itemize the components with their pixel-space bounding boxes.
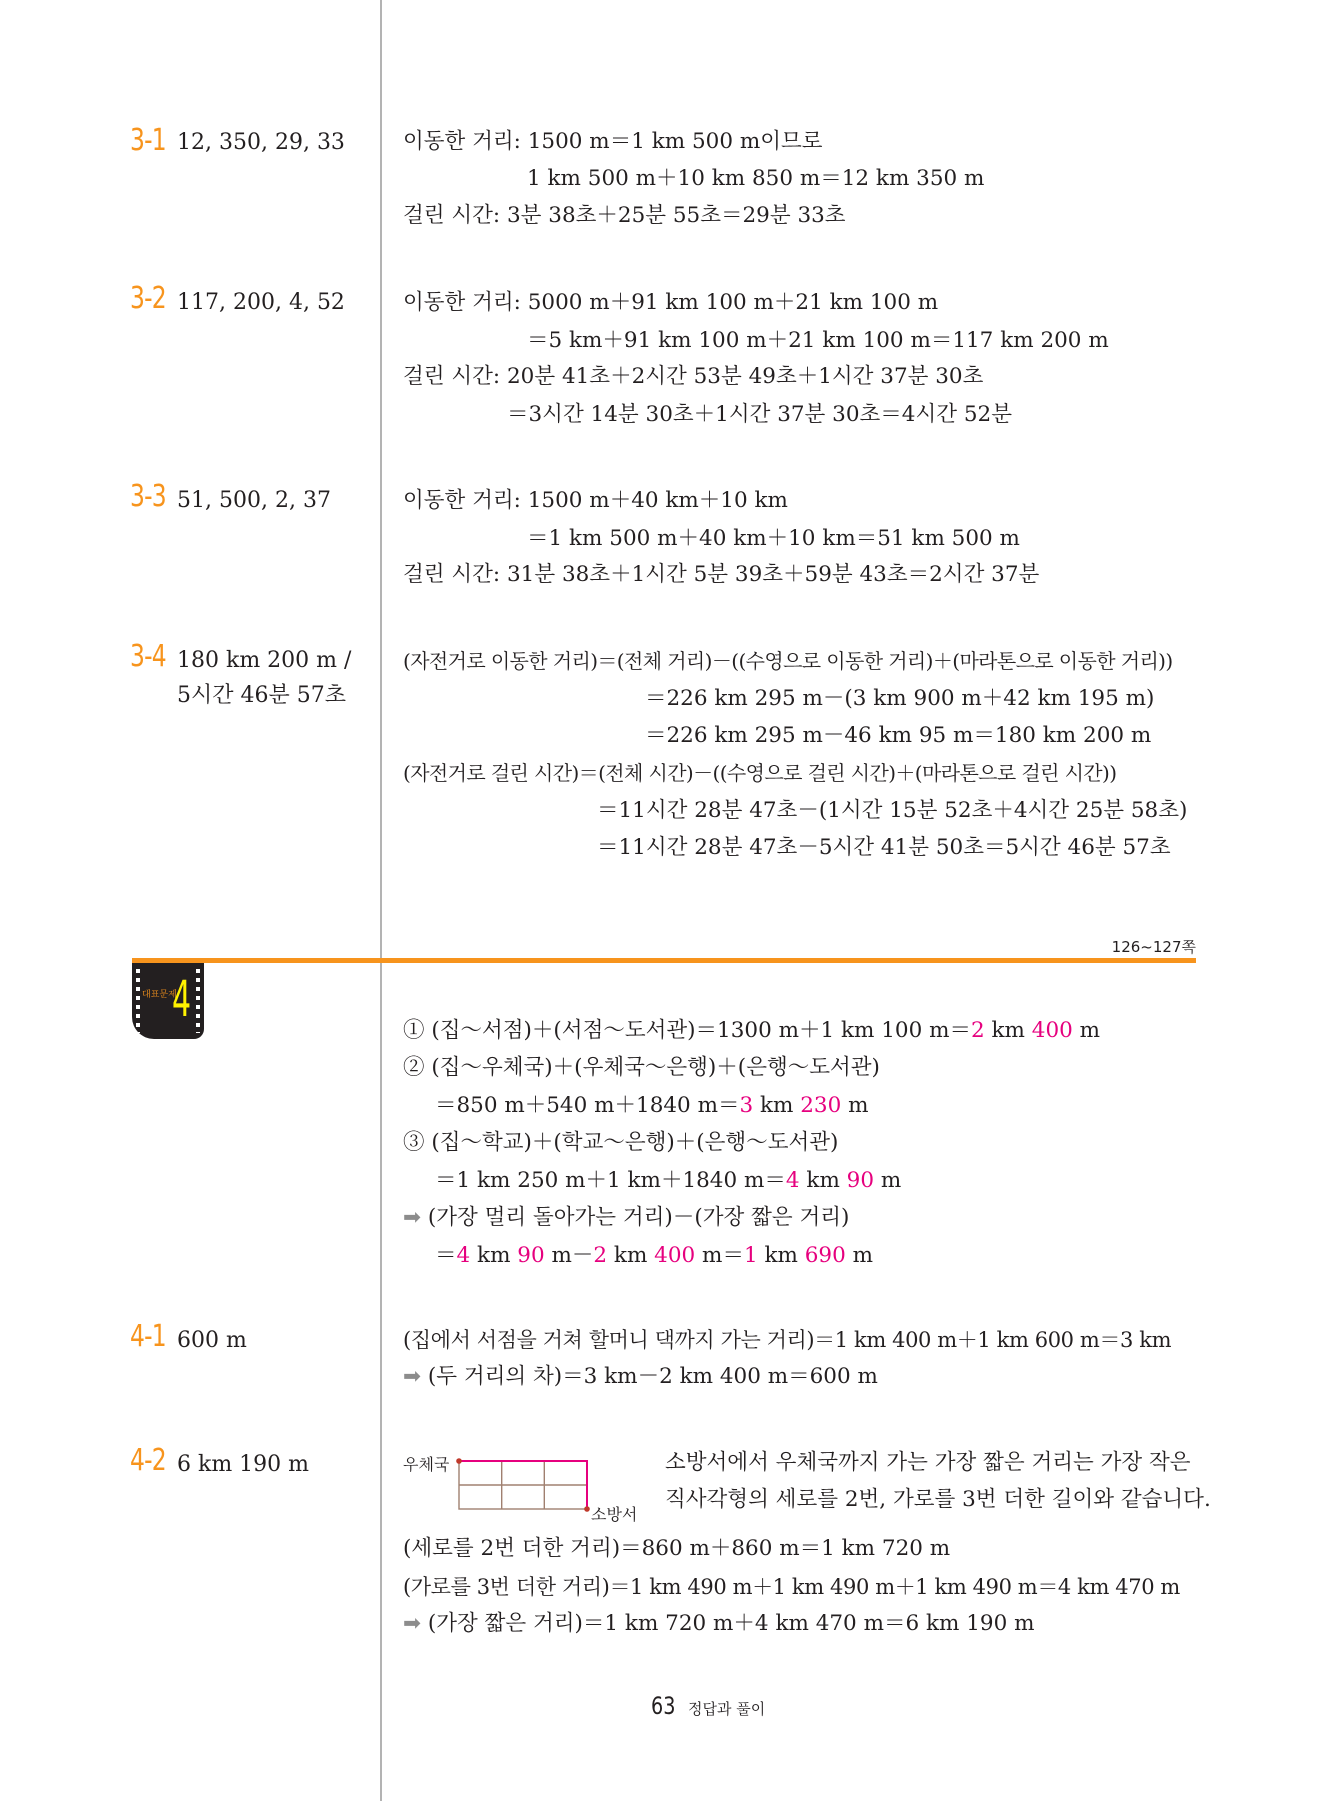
answer-3-4-time: 5시간 46분 57초 — [177, 683, 346, 708]
solution-line: ＝226 km 295 m－46 km 95 m＝180 km 200 m — [645, 723, 1152, 748]
start-point-dot — [456, 1458, 462, 1464]
diagram-label-fire-station: 소방서 — [591, 1505, 638, 1524]
section-divider — [132, 958, 1196, 963]
solution-line: ＝11시간 28분 47초－5시간 41분 50초＝5시간 46분 57초 — [597, 835, 1171, 860]
page-range: 126~127쪽 — [1111, 938, 1196, 956]
answer-4-1: 600 m — [177, 1328, 247, 1353]
solution-line: 걸린 시간: 20분 41초＋2시간 53분 49초＋1시간 37분 30초 — [403, 364, 984, 389]
problem-id-3-3: 3-3 — [130, 479, 166, 514]
solution-line: ＝5 km＋91 km 100 m＋21 km 100 m＝117 km 200 m — [527, 328, 1109, 353]
solution-line: (세로를 2번 더한 거리)＝860 m＋860 m＝1 km 720 m — [403, 1536, 951, 1561]
solution-line: 걸린 시간: 3분 38초＋25분 55초＝29분 33초 — [403, 203, 846, 228]
solution-line: 이동한 거리: 5000 m＋91 km 100 m＋21 km 100 m — [403, 290, 939, 315]
problem-id-4-1: 4-1 — [130, 1319, 166, 1354]
solution-line: (가로를 3번 더한 거리)＝1 km 490 m＋1 km 490 m＋1 km 490 m＝4 km 470 m — [403, 1575, 1180, 1599]
solution-line: ＝1 km 250 m＋1 km＋1840 m＝4 km 90 m — [435, 1168, 902, 1193]
solution-line: ＝226 km 295 m－(3 km 900 m＋42 km 195 m) — [645, 686, 1155, 711]
solution-line: ＝3시간 14분 30초＋1시간 37분 30초＝4시간 52분 — [507, 402, 1012, 427]
solution-line: ＝1 km 500 m＋40 km＋10 km＝51 km 500 m — [527, 526, 1020, 551]
problem-id-3-4: 3-4 — [130, 639, 166, 674]
solution-line: ➡ (두 거리의 차)＝3 km－2 km 400 m＝600 m — [403, 1364, 878, 1389]
problem-id-4-2: 4-2 — [130, 1443, 166, 1478]
explanation-line: 직사각형의 세로를 2번, 가로를 3번 더한 길이와 같습니다. — [665, 1487, 1211, 1512]
solution-line: 이동한 거리: 1500 m＝1 km 500 m이므로 — [403, 129, 823, 154]
solution-line: 이동한 거리: 1500 m＋40 km＋10 km — [403, 488, 788, 513]
solution-line: (자전거로 이동한 거리)＝(전체 거리)－((수영으로 이동한 거리)＋(마라톤으로 이동한 거리)) — [403, 649, 1173, 673]
representative-problem-badge — [132, 963, 204, 1039]
arrow-icon: ➡ — [403, 1205, 422, 1230]
solution-line: ① (집～서점)＋(서점～도서관)＝1300 m＋1 km 100 m＝2 km 400 m — [403, 1018, 1101, 1043]
film-holes-left — [136, 969, 140, 1033]
answer-3-2: 117, 200, 4, 52 — [177, 290, 345, 315]
route-grid-diagram — [455, 1455, 595, 1515]
diagram-label-post-office: 우체국 — [403, 1455, 450, 1474]
film-holes-right — [196, 969, 200, 1033]
solution-line: (집에서 서점을 거쳐 할머니 댁까지 가는 거리)＝1 km 400 m＋1 km 600 m＝3 km — [403, 1328, 1172, 1352]
solution-line: ＝11시간 28분 47초－(1시간 15분 52초＋4시간 25분 58초) — [597, 798, 1188, 823]
solution-line: ＝850 m＋540 m＋1840 m＝3 km 230 m — [435, 1093, 869, 1118]
solution-line: (자전거로 걸린 시간)＝(전체 시간)－((수영으로 걸린 시간)＋(마라톤으로 걸린 시간)) — [403, 761, 1117, 785]
solution-line: ＝4 km 90 m－2 km 400 m＝1 km 690 m — [435, 1243, 874, 1268]
answer-3-1: 12, 350, 29, 33 — [177, 130, 345, 155]
problem-id-3-1: 3-1 — [130, 123, 166, 158]
answer-3-4: 180 km 200 m / — [177, 648, 352, 673]
solution-line: 1 km 500 m＋10 km 850 m＝12 km 350 m — [527, 166, 985, 191]
arrow-icon: ➡ — [403, 1611, 422, 1636]
solution-line: 걸린 시간: 31분 38초＋1시간 5분 39초＋59분 43초＝2시간 37분 — [403, 562, 1040, 587]
end-point-dot — [584, 1506, 590, 1512]
problem-id-3-2: 3-2 — [130, 281, 166, 316]
answer-4-2: 6 km 190 m — [177, 1452, 310, 1477]
arrow-icon: ➡ — [403, 1364, 422, 1389]
answer-3-3: 51, 500, 2, 37 — [177, 488, 331, 513]
page-number: 63 — [651, 1692, 676, 1720]
solution-line: ➡ (가장 짧은 거리)＝1 km 720 m＋4 km 470 m＝6 km 190 m — [403, 1611, 1035, 1636]
solution-line: ③ (집～학교)＋(학교～은행)＋(은행～도서관) — [403, 1130, 839, 1155]
footer-title: 정답과 풀이 — [688, 1700, 766, 1718]
badge-number: 4 — [172, 970, 192, 1028]
solution-line: ② (집～우체국)＋(우체국～은행)＋(은행～도서관) — [403, 1055, 880, 1080]
badge-label: 대표문제 — [142, 990, 177, 1000]
column-divider — [380, 0, 382, 1801]
explanation-line: 소방서에서 우체국까지 가는 가장 짧은 거리는 가장 작은 — [665, 1450, 1191, 1475]
solution-line: ➡ (가장 멀리 돌아가는 거리)－(가장 짧은 거리) — [403, 1205, 850, 1230]
